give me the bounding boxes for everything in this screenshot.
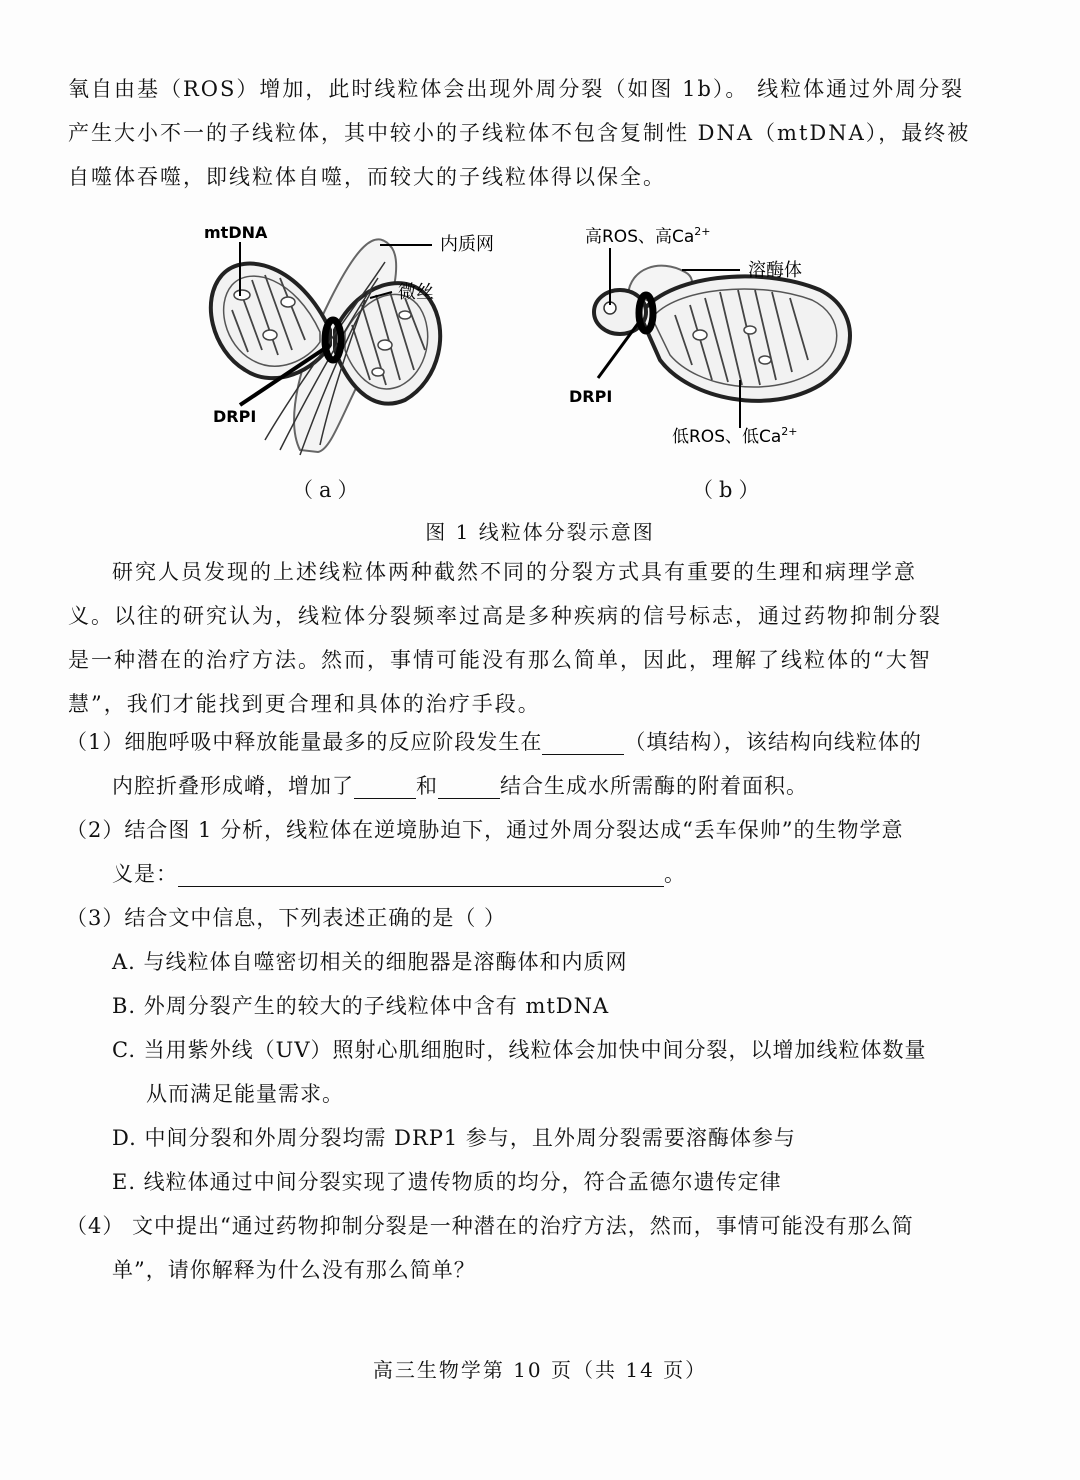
figure-b-diagram bbox=[569, 225, 850, 447]
label-lysosome: 溶酶体 bbox=[748, 260, 802, 281]
q3-stem: （3）结合文中信息，下列表述正确的是（ ） bbox=[66, 906, 507, 930]
mito-left-lobe bbox=[211, 264, 330, 379]
figure-caption: 图 1 线粒体分裂示意图 bbox=[425, 520, 655, 544]
label-high: 高ROS、高$Ca^{2+}$ bbox=[585, 225, 711, 247]
intro-paragraph bbox=[68, 67, 971, 199]
body-line: 慧”，我们才能找到更合理和具体的治疗手段。 bbox=[68, 692, 541, 716]
label-er: 内质网 bbox=[440, 234, 494, 255]
figure-a-sublabel: （a） bbox=[292, 478, 365, 502]
figure-a-diagram bbox=[204, 223, 494, 455]
mito-large-daughter bbox=[640, 276, 850, 400]
q3-option-a[interactable]: A. 与线粒体自噬密切相关的细胞器是溶酶体和内质网 bbox=[112, 950, 628, 974]
figure-b-sublabel: （b） bbox=[692, 478, 766, 502]
q1-line1: （1）细胞呼吸中释放能量最多的反应阶段发生在 （填结构），该结构向线粒体的 bbox=[66, 720, 976, 764]
label-drp-b: DRPI bbox=[569, 387, 613, 406]
q3-option-c[interactable]: C. 当用紫外线（UV）照射心肌细胞时，线粒体会加快中间分裂，以增加线粒体数量 bbox=[112, 1038, 927, 1062]
label-filament: 微丝 bbox=[398, 282, 434, 303]
q2-line2: 义是： 。 bbox=[66, 852, 976, 896]
q3-option-d[interactable]: D. 中间分裂和外周分裂均需 DRP1 参与，且外周分裂需要溶酶体参与 bbox=[112, 1126, 796, 1150]
label-mtdna: mtDNA bbox=[204, 223, 268, 242]
figure-1 bbox=[0, 205, 1080, 465]
q1-blank-2[interactable] bbox=[438, 770, 500, 799]
label-drp-a: DRPI bbox=[213, 407, 257, 426]
label-low: 低ROS、低$Ca^{2+}$ bbox=[672, 425, 798, 447]
body-paragraph bbox=[68, 550, 968, 726]
q2-line1: （2）结合图 1 分析，线粒体在逆境胁迫下，通过外周分裂达成“丢车保帅”的生物学意 bbox=[66, 818, 904, 842]
intro-line: 氧自由基（ROS）增加，此时线粒体会出现外周分裂（如图 1b）。 线粒体通过外周分裂 bbox=[68, 77, 965, 101]
body-line: 义。以往的研究认为，线粒体分裂频率过高是多种疾病的信号标志，通过药物抑制分裂 bbox=[68, 604, 942, 628]
intro-line: 产生大小不一的子线粒体，其中较小的子线粒体不包含复制性 DNA（mtDNA），最终被 bbox=[68, 121, 971, 145]
q4-line2: 单”，请你解释为什么没有那么简单？ bbox=[112, 1258, 476, 1282]
q3-option-c-cont: 从而满足能量需求。 bbox=[146, 1082, 344, 1106]
body-line: 研究人员发现的上述线粒体两种截然不同的分裂方式具有重要的生理和病理学意 bbox=[112, 560, 917, 584]
q3-option-e[interactable]: E. 线粒体通过中间分裂实现了遗传物质的均分，符合孟德尔遗传定律 bbox=[112, 1170, 782, 1194]
body-line: 是一种潜在的治疗方法。然而，事情可能没有那么简单，因此，理解了线粒体的“大智 bbox=[68, 648, 932, 672]
q4-line1: （4） 文中提出“通过药物抑制分裂是一种潜在的治疗方法，然而，事情可能没有那么简 bbox=[66, 1214, 914, 1238]
q1-blank-structure[interactable] bbox=[542, 726, 624, 755]
q2-answer-blank[interactable] bbox=[178, 858, 664, 887]
questions bbox=[66, 720, 976, 1292]
q3-option-b[interactable]: B. 外周分裂产生的较大的子线粒体中含有 mtDNA bbox=[112, 994, 610, 1018]
q1-line2: 内腔折叠形成嵴，增加了 和 结合生成水所需酶的附着面积。 bbox=[66, 764, 976, 808]
q1-blank-1[interactable] bbox=[354, 770, 416, 799]
intro-line: 自噬体吞噬，即线粒体自噬，而较大的子线粒体得以保全。 bbox=[68, 165, 666, 189]
page-footer: 高三生物学第 10 页（共 14 页） bbox=[372, 1358, 708, 1382]
